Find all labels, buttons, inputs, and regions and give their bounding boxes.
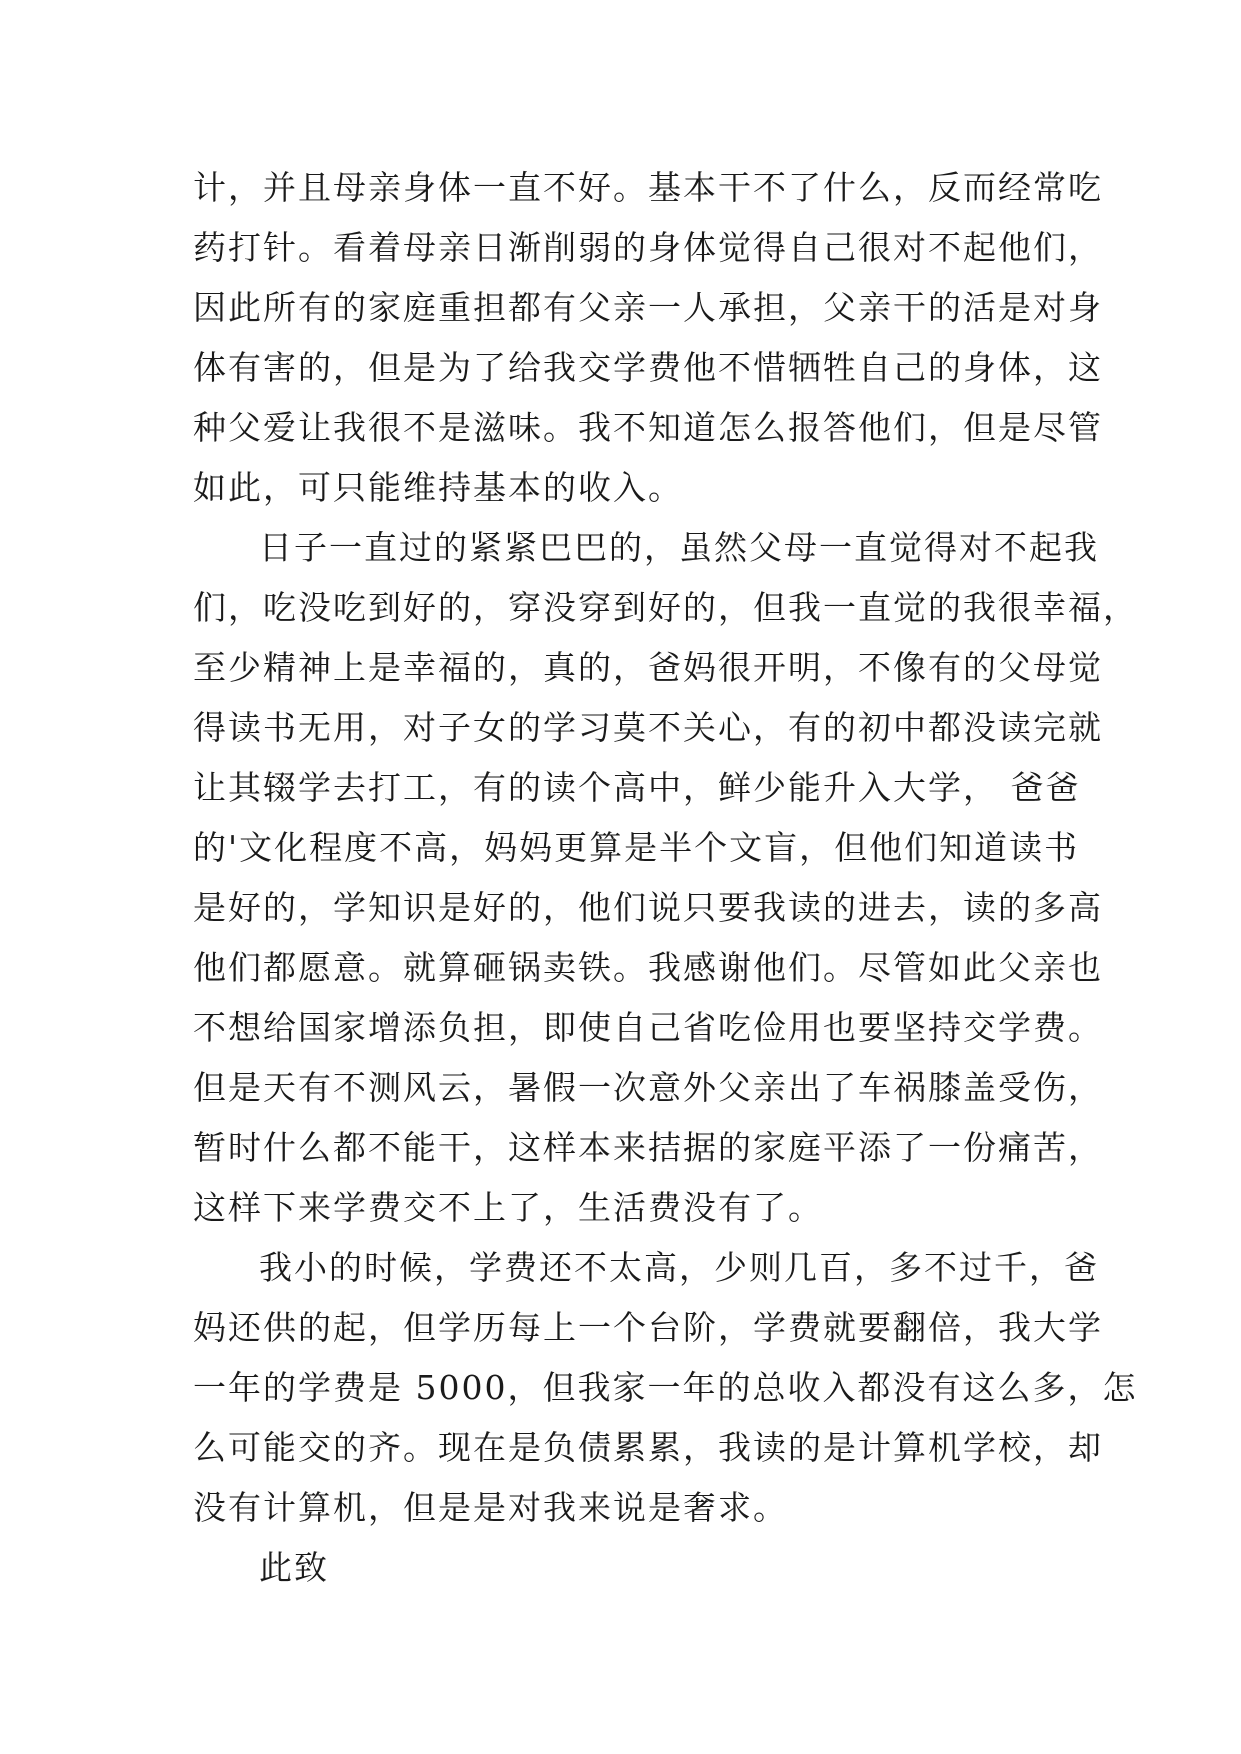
text-line: 他们都愿意。就算砸锅卖铁。我感谢他们。尽管如此父亲也 — [193, 948, 1103, 987]
text-line: 一年的学费是 5000，但我家一年的总收入都没有这么多，怎 — [193, 1368, 1138, 1407]
text-line: 么可能交的齐。现在是负债累累，我读的是计算机学校，却 — [193, 1428, 1103, 1467]
text-line: 此致 — [259, 1548, 329, 1587]
text-line: 药打针。看着母亲日渐削弱的身体觉得自己很对不起他们， — [193, 228, 1103, 267]
paragraph-1 — [193, 158, 1103, 518]
text-line: 们，吃没吃到好的，穿没穿到好的，但我一直觉的我很幸福， — [193, 588, 1138, 627]
closing-salutation — [193, 1538, 1063, 1598]
paragraph-2 — [193, 518, 1138, 1238]
text-line: 得读书无用，对子女的学习莫不关心，有的初中都没读完就 — [193, 708, 1103, 747]
text-line: 但是天有不测风云，暑假一次意外父亲出了车祸膝盖受伤， — [193, 1068, 1103, 1107]
text-line: 不想给国家增添负担，即使自己省吃俭用也要坚持交学费。 — [193, 1008, 1103, 1047]
text-line: 计，并且母亲身体一直不好。基本干不了什么，反而经常吃 — [193, 168, 1103, 207]
text-line: 暂时什么都不能干，这样本来拮据的家庭平添了一份痛苦， — [193, 1128, 1103, 1167]
text-line: 如此，可只能维持基本的收入。 — [193, 468, 683, 507]
text-line: 让其辍学去打工，有的读个高中，鲜少能升入大学， 爸爸 — [193, 768, 1081, 807]
text-line: 妈还供的起，但学历每上一个台阶，学费就要翻倍，我大学 — [193, 1308, 1103, 1347]
text-line: 日子一直过的紧紧巴巴的，虽然父母一直觉得对不起我 — [259, 528, 1099, 567]
document-body — [193, 158, 1138, 1598]
text-line: 没有计算机，但是是对我来说是奢求。 — [193, 1488, 788, 1527]
text-line: 因此所有的家庭重担都有父亲一人承担，父亲干的活是对身 — [193, 288, 1103, 327]
text-line: 种父爱让我很不是滋味。我不知道怎么报答他们，但是尽管 — [193, 408, 1103, 447]
text-line: 的'文化程度不高，妈妈更算是半个文盲，但他们知道读书 — [193, 828, 1080, 867]
text-line: 体有害的，但是为了给我交学费他不惜牺牲自己的身体，这 — [193, 348, 1103, 387]
text-line: 我小的时候，学费还不太高，少则几百，多不过千，爸 — [259, 1248, 1099, 1287]
text-line: 至少精神上是幸福的，真的，爸妈很开明，不像有的父母觉 — [193, 648, 1103, 687]
text-line: 是好的，学知识是好的，他们说只要我读的进去，读的多高 — [193, 888, 1103, 927]
paragraph-3 — [193, 1238, 1138, 1538]
text-line: 这样下来学费交不上了，生活费没有了。 — [193, 1188, 823, 1227]
